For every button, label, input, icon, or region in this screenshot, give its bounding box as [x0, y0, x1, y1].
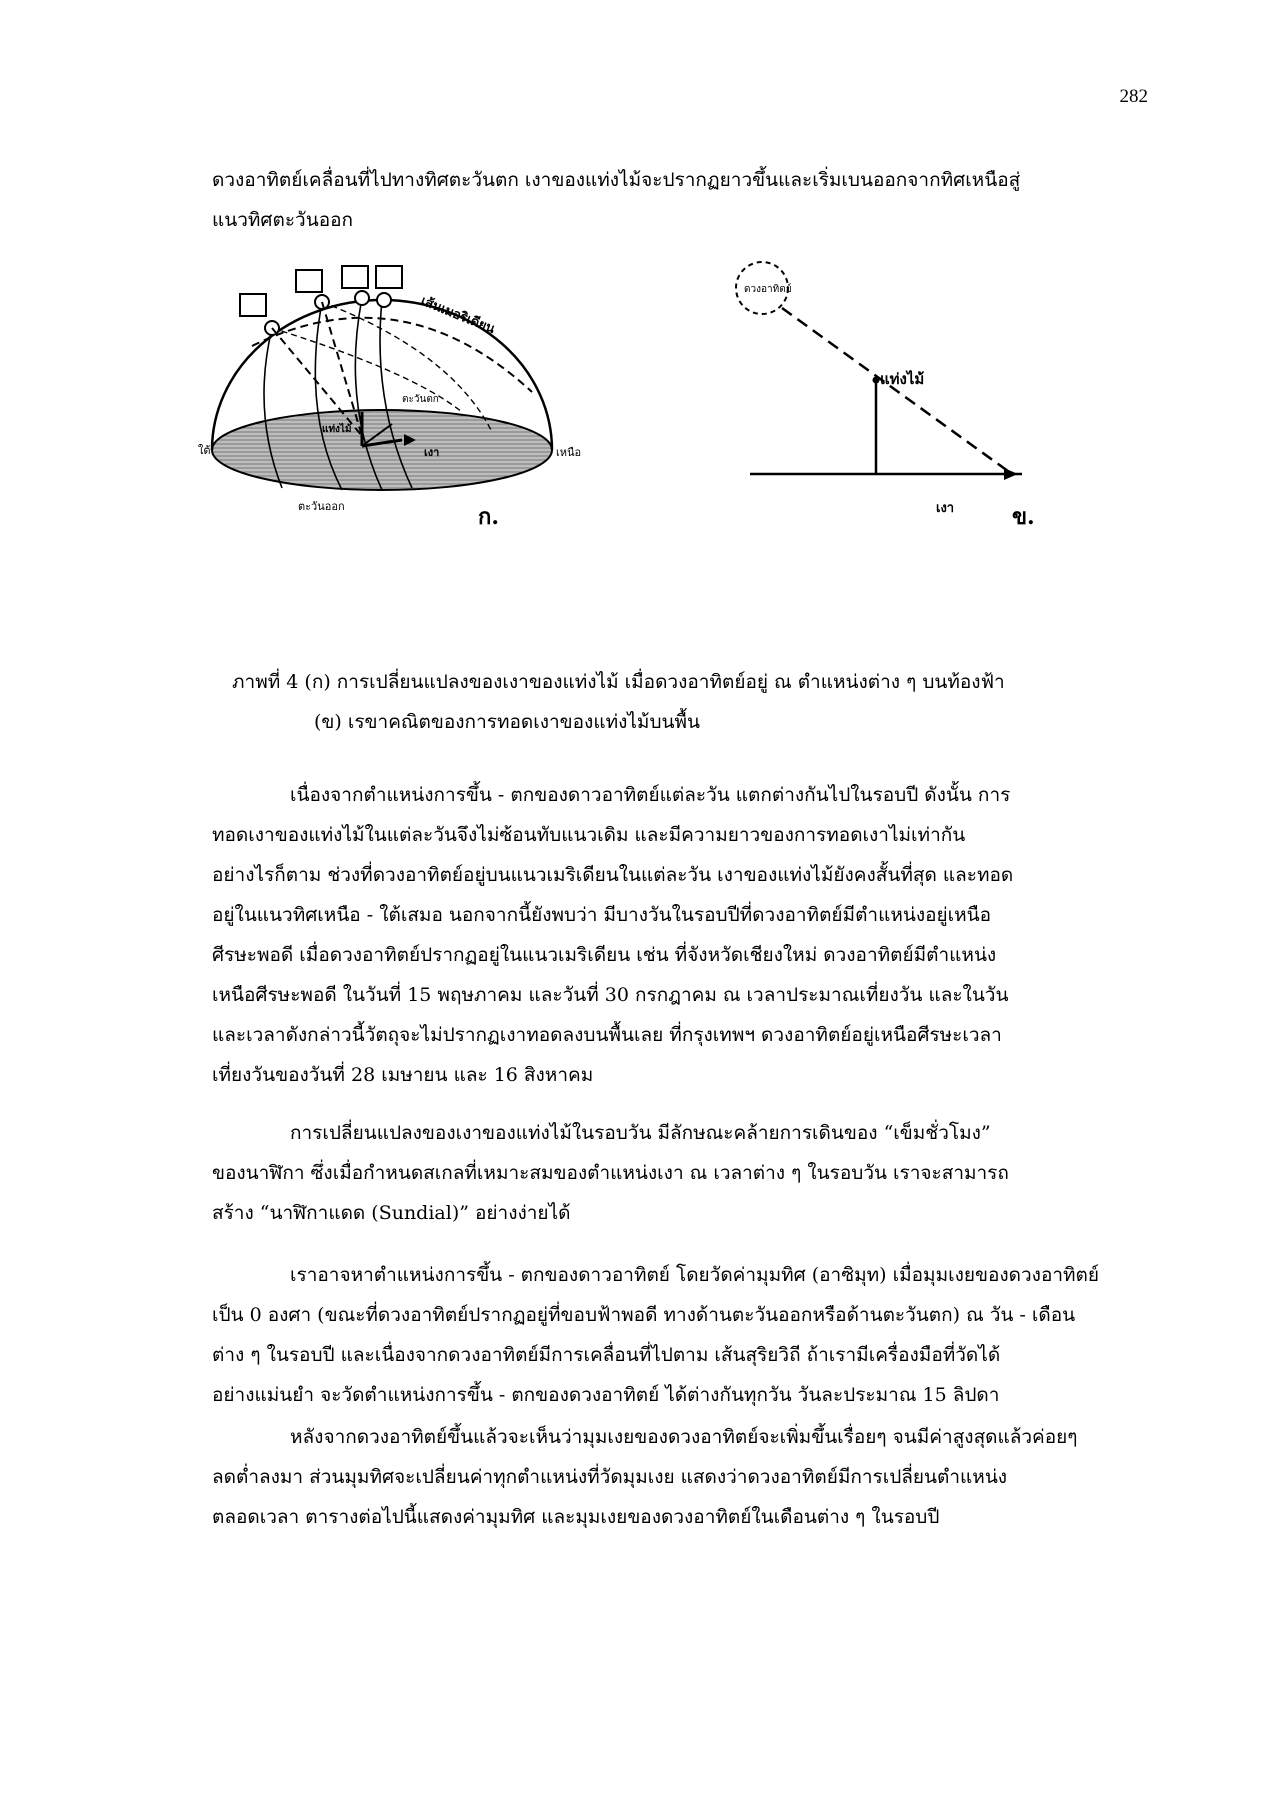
paragraph-4: [212, 1417, 1148, 1537]
text-line: ศีรษะพอดี เมื่อดวงอาทิตย์ปรากฏอยู่ในแนวเมริเดียน เช่น ที่จังหวัดเชียงใหม่ ดวงอาทิตย์มีตำแหน่ง: [212, 944, 997, 966]
text-line: อย่างไรก็ตาม ช่วงที่ดวงอาทิตย์อยู่บนแนวเมริเดียนในแต่ละวัน เงาของแท่งไม้ยังคงสั้นที่สุด และทอด: [212, 864, 1014, 886]
intro-paragraph: [212, 160, 1148, 240]
south-label: ใต้: [198, 444, 211, 457]
text-line: ต่าง ๆ ในรอบปี และเนื่องจากดวงอาทิตย์มีการเคลื่อนที่ไปตาม เส้นสุริยวิถี ถ้าเรามีเครื่องมือที่วัดได้: [212, 1344, 1001, 1366]
shadow-tip: [1004, 468, 1018, 480]
text-line: เนื่องจากตำแหน่งการขึ้น - ตกของดาวอาทิตย์แต่ละวัน แตกต่างกันไปในรอบปี ดังนั้น การ: [290, 784, 1011, 806]
paragraph-3: [212, 1255, 1148, 1415]
text-line: เป็น 0 องศา (ขณะที่ดวงอาทิตย์ปรากฏอยู่ที่ขอบฟ้าพอดี ทางด้านตะวันออกหรือด้านตะวันตก) ณ วัน - เดือน: [212, 1304, 1076, 1326]
horizon-plane: [212, 410, 552, 490]
text-line: เหนือศีรษะพอดี ในวันที่ 15 พฤษภาคม และวันที่ 30 กรกฎาคม ณ เวลาประมาณเที่ยงวัน และในวัน: [212, 984, 1009, 1006]
figure-a-sun-path-diagram: [198, 262, 652, 622]
figure-4: [198, 262, 1148, 622]
meridian-label: เส้นเมอริเดียน: [418, 293, 497, 338]
text-line: ดวงอาทิตย์เคลื่อนที่ไปทางทิศตะวันตก เงาของแท่งไม้จะปรากฏยาวขึ้นและเริ่มเบนออกจากทิศเหนือสู่: [212, 169, 1021, 191]
text-line: สร้าง “นาฬิกาแดด (Sundial)” อย่างง่ายได้: [212, 1202, 571, 1224]
stick-label: แท่งไม้: [880, 370, 925, 388]
text-line: ทอดเงาของแท่งไม้ในแต่ละวันจึงไม่ซ้อนทับแนวเดิม และมีความยาวของการทอดเงาไม่เท่ากัน: [212, 824, 966, 846]
label-box: [376, 266, 402, 288]
stick-label: แท่งไม้: [322, 424, 352, 435]
text-line: แนวทิศตะวันออก: [212, 209, 354, 231]
sun-label: ดวงอาทิตย์: [744, 284, 792, 295]
paragraph-2: [212, 1113, 1148, 1233]
sun-ray: [782, 308, 1012, 474]
text-line: เที่ยงวันของวันที่ 28 เมษายน และ 16 สิงหาคม: [212, 1064, 594, 1086]
sun-position: [355, 291, 369, 305]
text-line: ลดต่ำลงมา ส่วนมุมทิศจะเปลี่ยนค่าทุกตำแหน่งที่วัดมุมเงย แสดงว่าดวงอาทิตย์มีการเปลี่ยนตำแหน่ง: [212, 1466, 1008, 1488]
text-line: อยู่ในแนวทิศเหนือ - ใต้เสมอ นอกจากนี้ยังพบว่า มีบางวันในรอบปีที่ดวงอาทิตย์มีตำแหน่งอยู่เหนือ: [212, 904, 992, 926]
text-line: และเวลาดังกล่าวนี้วัตถุจะไม่ปรากฏเงาทอดลงบนพื้นเลย ที่กรุงเทพฯ ดวงอาทิตย์อยู่เหนือศีรษะเวลา: [212, 1024, 1002, 1046]
text-line: ตลอดเวลา ตารางต่อไปนี้แสดงค่ามุมทิศ และมุมเงยของดวงอาทิตย์ในเดือนต่าง ๆ ในรอบปี: [212, 1506, 940, 1528]
caption-line: ภาพที่ 4 (ก) การเปลี่ยนแปลงของเงาของแท่งไม้ เมื่อดวงอาทิตย์อยู่ ณ ตำแหน่งต่าง ๆ บนท้องฟ้า: [232, 671, 1005, 693]
caption-line: (ข) เรขาคณิตของการทอดเงาของแท่งไม้บนพื้น: [314, 711, 701, 733]
figure-b-shadow-geometry: [732, 262, 1148, 622]
paragraph-1: [212, 775, 1148, 1095]
sun-position: [377, 293, 391, 307]
figure-b-label: ข.: [1012, 504, 1035, 530]
east-label: ตะวันออก: [298, 500, 345, 513]
text-line: ของนาฬิกา ซึ่งเมื่อกำหนดสเกลที่เหมาะสมของตำแหน่งเงา ณ เวลาต่าง ๆ ในรอบวัน เราจะสามารถ: [212, 1162, 1009, 1184]
page-number: 282: [1119, 86, 1148, 107]
text-line: เราอาจหาตำแหน่งการขึ้น - ตกของดาวอาทิตย์ โดยวัดค่ามุมทิศ (อาซิมุท) เมื่อมุมเงยของดวงอาทิตย์: [290, 1264, 1100, 1286]
text-line: หลังจากดวงอาทิตย์ขึ้นแล้วจะเห็นว่ามุมเงยของดวงอาทิตย์จะเพิ่มขึ้นเรื่อยๆ จนมีค่าสูงสุดแล้วค่อยๆ: [290, 1426, 1078, 1448]
label-box: [342, 266, 368, 288]
figure-caption: [232, 662, 1152, 742]
north-label: เหนือ: [556, 446, 582, 459]
label-box: [240, 294, 266, 316]
text-line: อย่างแม่นยำ จะวัดตำแหน่งการขึ้น - ตกของดวงอาทิตย์ ได้ต่างกันทุกวัน วันละประมาณ 15 ลิปดา: [212, 1384, 1000, 1406]
shadow-label: เงา: [424, 446, 440, 459]
shadow-label: เงา: [936, 501, 955, 516]
label-box: [296, 270, 322, 292]
stick-top: [873, 377, 880, 384]
figure-a-label: ก.: [478, 504, 499, 530]
text-line: การเปลี่ยนแปลงของเงาของแท่งไม้ในรอบวัน มีลักษณะคล้ายการเดินของ “เข็มชั่วโมง”: [290, 1122, 991, 1144]
west-label: ตะวันตก: [402, 394, 439, 405]
